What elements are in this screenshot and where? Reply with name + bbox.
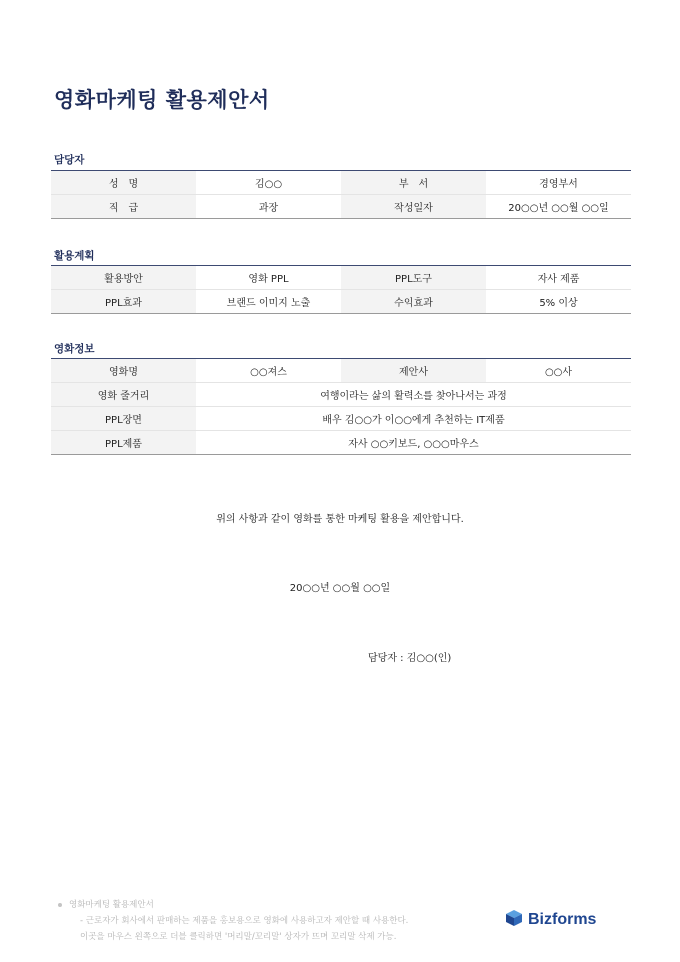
value-ppl-effect[interactable]: 브랜드 이미지 노출 — [196, 290, 341, 314]
bizforms-logo — [505, 909, 596, 931]
table-row — [51, 171, 631, 195]
movie-table — [51, 358, 631, 455]
footer-note-line1: - 근로자가 회사에서 판매하는 제품을 홍보용으로 영화에 사용하고자 제안할 때 사용한다. — [80, 916, 409, 926]
label-name: 성 명 — [51, 171, 196, 195]
label-synopsis: 영화 줄거리 — [51, 383, 196, 407]
proposal-statement: 위의 사항과 같이 영화를 통한 마케팅 활용을 제안합니다. — [216, 514, 464, 525]
contact-table — [51, 170, 631, 219]
value-proposer[interactable]: ○○사 — [486, 359, 631, 383]
bizforms-logo-text: Bizforms — [528, 911, 597, 928]
table-row — [51, 383, 631, 407]
footer-note-title-text: 영화마케팅 활용제안서 — [69, 900, 154, 910]
section-label-plan: 활용계획 — [54, 250, 95, 262]
value-ppl-product[interactable]: 자사 ○○키보드, ○○○마우스 — [196, 431, 631, 455]
table-row — [51, 359, 631, 383]
table-row — [51, 195, 631, 219]
page-title: 영화마케팅 활용제안서 — [54, 88, 270, 112]
value-synopsis[interactable]: 여행이라는 삶의 활력소를 찾아나서는 과정 — [196, 383, 631, 407]
bullet-icon — [58, 903, 62, 907]
value-department[interactable]: 경영부서 — [486, 171, 631, 195]
plan-table — [51, 265, 631, 314]
section-label-contact: 담당자 — [54, 154, 85, 166]
value-movie-title[interactable]: ○○져스 — [196, 359, 341, 383]
bizforms-cube-icon — [505, 909, 523, 931]
table-row — [51, 266, 631, 290]
value-usage-method[interactable]: 영화 PPL — [196, 266, 341, 290]
label-usage-method: 활용방안 — [51, 266, 196, 290]
document-date: 20○○년 ○○월 ○○일 — [289, 583, 391, 594]
label-revenue-effect: 수익효과 — [341, 290, 486, 314]
value-position[interactable]: 과장 — [196, 195, 341, 219]
footer-note-title — [58, 898, 154, 910]
section-label-movie: 영화정보 — [54, 343, 95, 355]
table-row — [51, 431, 631, 455]
value-ppl-tool[interactable]: 자사 제품 — [486, 266, 631, 290]
label-position: 직 급 — [51, 195, 196, 219]
table-row — [51, 290, 631, 314]
label-ppl-effect: PPL효과 — [51, 290, 196, 314]
value-ppl-scene[interactable]: 배우 김○○가 이○○에게 추천하는 IT제품 — [196, 407, 631, 431]
label-movie-title: 영화명 — [51, 359, 196, 383]
label-ppl-product: PPL제품 — [51, 431, 196, 455]
label-ppl-scene: PPL장면 — [51, 407, 196, 431]
table-row — [51, 407, 631, 431]
label-date-written: 작성일자 — [341, 195, 486, 219]
label-ppl-tool: PPL도구 — [341, 266, 486, 290]
signature-line: 담당자 : 김○○(인) — [368, 653, 452, 664]
value-name[interactable]: 김○○ — [196, 171, 341, 195]
footer-note-line2: 이곳을 마우스 왼쪽으로 더블 클릭하면 '머리말/꼬리말' 상자가 뜨며 꼬리말 삭제 가능. — [80, 932, 397, 942]
label-department: 부 서 — [341, 171, 486, 195]
label-proposer: 제안사 — [341, 359, 486, 383]
value-date-written[interactable]: 20○○년 ○○월 ○○일 — [486, 195, 631, 219]
value-revenue-effect[interactable]: 5% 이상 — [486, 290, 631, 314]
